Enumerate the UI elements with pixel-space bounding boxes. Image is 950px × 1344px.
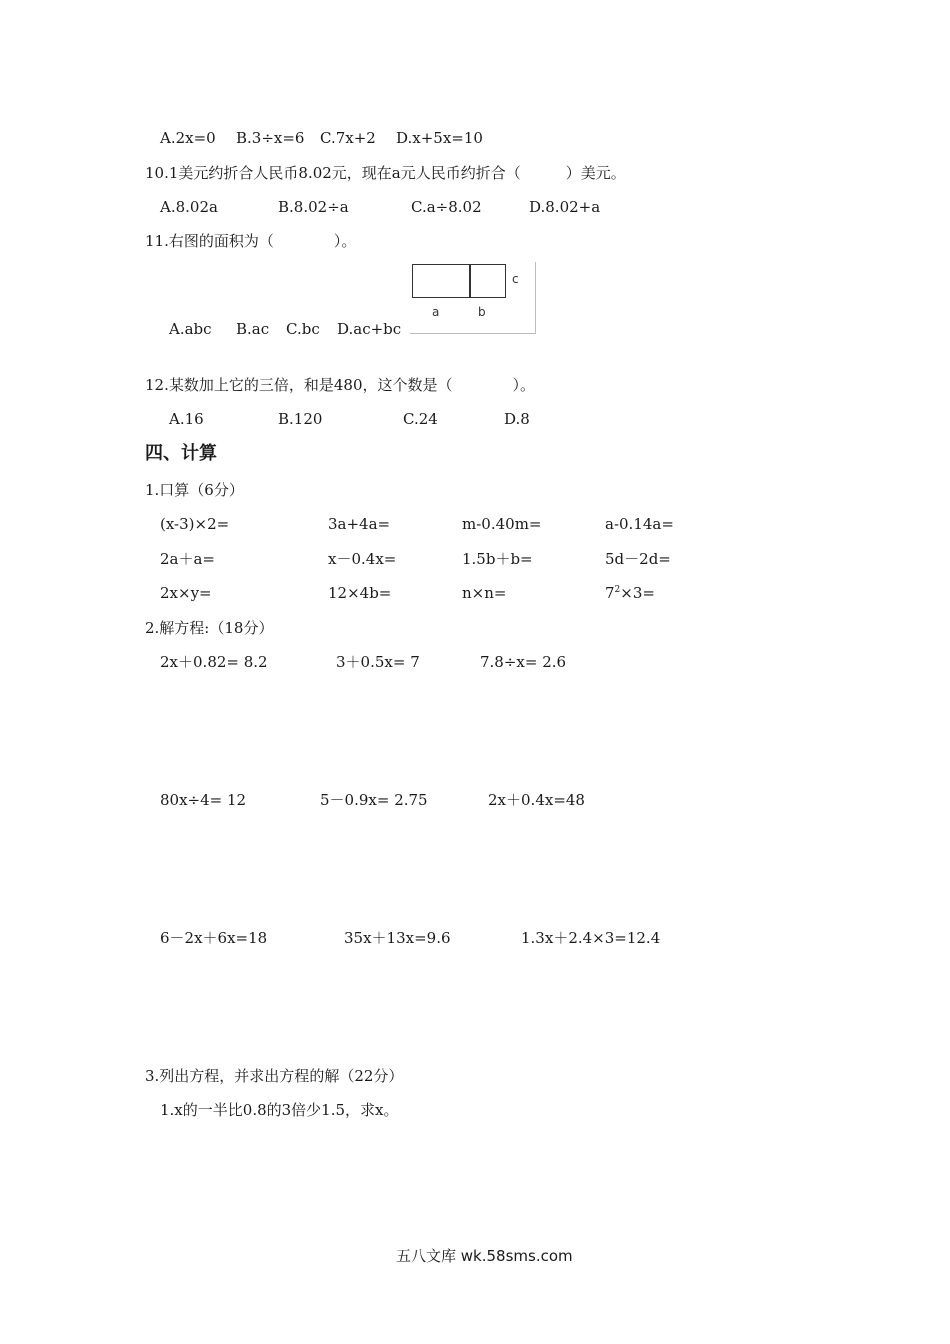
mental-math-item: (x-3)×2=	[160, 515, 230, 533]
q12-option-d: D.8	[504, 410, 530, 428]
q10-option-b: B.8.02÷a	[278, 198, 349, 216]
q11-option-a: A.abc	[169, 320, 212, 338]
q11-figure-label-c: c	[512, 272, 519, 286]
equation-item: 2x＋0.82= 8.2	[160, 653, 268, 671]
equation-item: 2x＋0.4x=48	[488, 791, 585, 809]
mental-math-item: a-0.14a=	[605, 515, 674, 533]
q12-option-b: B.120	[278, 410, 323, 428]
solve-equations-title: 2.解方程:（18分）	[145, 619, 274, 637]
q12-option-c: C.24	[403, 410, 438, 428]
word-equation-title: 3.列出方程，并求出方程的解（22分）	[145, 1067, 404, 1085]
q11-option-b: B.ac	[236, 320, 270, 338]
equation-item: 80x÷4= 12	[160, 791, 247, 809]
equation-item: 35x＋13x=9.6	[344, 929, 451, 947]
mental-math-item: 12×4b=	[328, 584, 392, 602]
mental-math-item	[605, 583, 655, 603]
q11-figure-divider	[469, 264, 471, 298]
section-title: 四、计算	[145, 443, 217, 464]
equation-item: 3＋0.5x= 7	[336, 653, 420, 671]
q11-option-d: D.ac+bc	[337, 320, 402, 338]
equation-item: 6－2x＋6x=18	[160, 929, 268, 947]
equation-item: 7.8÷x= 2.6	[480, 653, 567, 671]
equation-item: 1.3x＋2.4×3=12.4	[521, 929, 661, 947]
mental-math-item: x－0.4x=	[328, 550, 397, 568]
mental-math-item: 2x×y=	[160, 584, 212, 602]
mental-math-item: 5d－2d=	[605, 550, 671, 568]
rest: ×3=	[620, 584, 655, 602]
q12-option-a: A.16	[169, 410, 204, 428]
q9-option-b: B.3÷x=6	[236, 129, 305, 147]
q9-option-c: C.7x+2	[320, 129, 376, 147]
exponent: 2	[614, 585, 621, 595]
q10-option-c: C.a÷8.02	[411, 198, 482, 216]
q10-option-d: D.8.02+a	[529, 198, 601, 216]
q11-option-c: C.bc	[286, 320, 320, 338]
q9-option-d: D.x+5x=10	[396, 129, 483, 147]
mental-math-item: 2a＋a=	[160, 550, 215, 568]
q10-stem: 10.1美元约折合人民币8.02元，现在a元人民币约折合（ ）美元。	[145, 164, 626, 182]
q11-figure-label-b: b	[478, 305, 486, 319]
q11-figure-rectangle	[412, 264, 506, 298]
footer-watermark: 五八文库 wk.58sms.com	[396, 1247, 573, 1265]
q11-figure-label-a: a	[432, 305, 440, 319]
q11-stem: 11.右图的面积为（ ）。	[145, 232, 357, 250]
base: 7	[605, 584, 615, 602]
mental-math-title: 1.口算（6分）	[145, 481, 244, 499]
mental-math-item: 1.5b＋b=	[462, 550, 533, 568]
equation-item: 5－0.9x= 2.75	[320, 791, 428, 809]
mental-math-item: n×n=	[462, 584, 507, 602]
mental-math-item: m-0.40m=	[462, 515, 542, 533]
word-equation-question: 1.x的一半比0.8的3倍少1.5，求x。	[160, 1101, 399, 1119]
mental-math-item: 3a+4a=	[328, 515, 391, 533]
q12-stem: 12.某数加上它的三倍，和是480，这个数是（ ）。	[145, 376, 535, 394]
q9-option-a: A.2x=0	[160, 129, 216, 147]
q10-option-a: A.8.02a	[160, 198, 218, 216]
